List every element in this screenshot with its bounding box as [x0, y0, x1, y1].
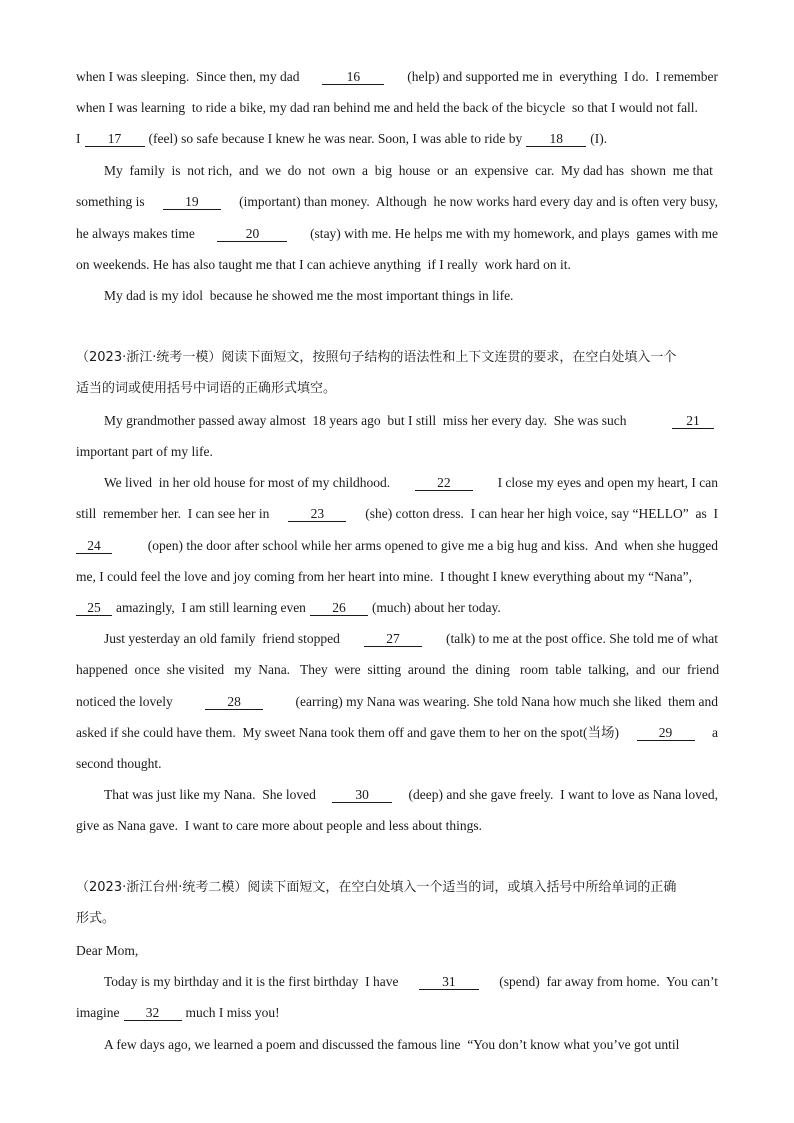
text-line: [104, 412, 718, 430]
text-segment: My family is not rich, and we do not own a big house or an expensive car. My dad has shown me that: [104, 163, 713, 178]
text-segment: A few days ago, we learned a poem and discussed the famous line “You don’t know what you’ve got until: [104, 1037, 680, 1052]
text-segment: 适当的词或使用括号中词语的正确形式填空。: [76, 381, 337, 396]
text-line: [104, 1036, 718, 1054]
text-line: [76, 817, 718, 835]
text-line: [76, 443, 718, 461]
answer-blank-16[interactable]: 16: [322, 69, 384, 85]
text-line: [76, 537, 718, 555]
answer-blank-24[interactable]: 24: [76, 538, 112, 554]
answer-blank-22[interactable]: 22: [415, 475, 473, 491]
text-line: [76, 130, 718, 148]
text-segment: (talk) to me at the post office. She told me of what: [446, 631, 718, 646]
section-instruction-line: [76, 879, 718, 897]
answer-blank-23[interactable]: 23: [288, 506, 346, 522]
text-line: [76, 568, 718, 586]
text-segment: (she) cotton dress. I can hear her high voice, say “HELLO” as I: [365, 506, 718, 521]
text-segment: (help) and supported me in everything I do. I remember: [407, 69, 718, 84]
text-segment: Today is my birthday and it is the first birthday I have: [104, 974, 399, 989]
text-segment: (feel) so safe because I knew he was near. Soon, I was able to ride by: [148, 131, 523, 146]
text-line: [76, 1004, 718, 1022]
text-line: [76, 99, 718, 117]
text-line: [76, 693, 718, 711]
text-line: [76, 661, 718, 679]
text-segment: a: [712, 725, 718, 740]
text-segment: much I miss you!: [185, 1005, 280, 1020]
text-segment: me, I could feel the love and joy coming from her heart into mine. I thought I knew everything about my “Nana”,: [76, 569, 692, 584]
section-instruction-line: [76, 910, 718, 928]
answer-blank-19[interactable]: 19: [163, 194, 221, 210]
answer-blank-17[interactable]: 17: [85, 131, 145, 147]
text-line: [104, 786, 718, 804]
text-segment: (open) the door after school while her arms opened to give me a big hug and kiss. And when she hugged: [147, 538, 718, 553]
text-line: [104, 474, 718, 492]
answer-blank-21[interactable]: 21: [672, 413, 714, 429]
text-segment: (deep) and she gave freely. I want to love as Nana loved,: [408, 787, 718, 802]
text-line: [76, 724, 718, 742]
text-segment: when I was learning to ride a bike, my dad ran behind me and held the back of the bicycle so that I would not fall.: [76, 100, 698, 115]
text-segment: when I was sleeping. Since then, my dad: [76, 69, 300, 84]
text-segment: happened once she visited my Nana. They were sitting around the dining room table talking, and our friend: [76, 662, 720, 677]
answer-blank-18[interactable]: 18: [526, 131, 586, 147]
text-line: [104, 973, 718, 991]
text-segment: noticed the lovely: [76, 694, 173, 709]
text-segment: he always makes time: [76, 226, 195, 241]
text-segment: (earring) my Nana was wearing. She told Nana how much she liked them and: [295, 694, 718, 709]
text-segment: My dad is my idol because he showed me the most important things in life.: [104, 288, 514, 303]
text-line: [76, 755, 718, 773]
text-segment: (stay) with me. He helps me with my homework, and plays games with me: [310, 226, 718, 241]
text-line: [76, 942, 718, 960]
text-segment: (spend) far away from home. You can’t: [499, 974, 718, 989]
text-segment: asked if she could have them. My sweet Nana took them off and gave them to her on the spot(当场): [76, 725, 619, 740]
answer-blank-26[interactable]: 26: [310, 600, 368, 616]
text-line: [76, 193, 718, 211]
answer-blank-25[interactable]: 25: [76, 600, 112, 616]
text-segment: （2023·浙江台州·统考二模）阅读下面短文，在空白处填入一个适当的词，或填入括号中所给单词的正确: [76, 880, 677, 895]
text-segment: Just yesterday an old family friend stopped: [104, 631, 340, 646]
text-segment: 形式。: [76, 911, 116, 926]
answer-blank-29[interactable]: 29: [637, 725, 695, 741]
answer-blank-30[interactable]: 30: [332, 787, 392, 803]
answer-blank-27[interactable]: 27: [364, 631, 422, 647]
text-line: [76, 599, 718, 617]
text-segment: Dear Mom,: [76, 943, 139, 958]
text-segment: (I).: [590, 131, 608, 146]
text-segment: imagine: [76, 1005, 120, 1020]
text-line: [104, 162, 718, 180]
text-segment: still remember her. I can see her in: [76, 506, 270, 521]
text-segment: （2023·浙江·统考一模）阅读下面短文，按照句子结构的语法性和上下文连贯的要求，在空白处填入一个: [76, 350, 677, 365]
answer-blank-31[interactable]: 31: [419, 974, 479, 990]
text-segment: (important) than money. Although he now works hard every day and is often very busy,: [239, 194, 718, 209]
section-instruction-line: [76, 380, 718, 398]
answer-blank-20[interactable]: 20: [217, 226, 287, 242]
text-segment: (much) about her today.: [371, 600, 501, 615]
section-instruction-line: [76, 349, 718, 367]
text-segment: My grandmother passed away almost 18 years ago but I still miss her every day. She was such: [104, 413, 627, 428]
text-line: [76, 256, 718, 274]
text-line: [76, 68, 718, 86]
text-segment: We lived in her old house for most of my childhood.: [104, 475, 391, 490]
text-segment: second thought.: [76, 756, 162, 771]
text-line: [104, 287, 718, 305]
answer-blank-28[interactable]: 28: [205, 694, 263, 710]
answer-blank-32[interactable]: 32: [124, 1005, 182, 1021]
text-line: [76, 505, 718, 523]
text-segment: something is: [76, 194, 145, 209]
text-segment: give as Nana gave. I want to care more about people and less about things.: [76, 818, 482, 833]
text-segment: on weekends. He has also taught me that I can achieve anything if I really work hard on it.: [76, 257, 571, 272]
text-segment: I: [76, 131, 81, 146]
text-line: [76, 225, 718, 243]
text-segment: I close my eyes and open my heart, I can: [497, 475, 718, 490]
text-segment: important part of my life.: [76, 444, 213, 459]
text-segment: That was just like my Nana. She loved: [104, 787, 316, 802]
text-segment: amazingly, I am still learning even: [116, 600, 306, 615]
text-line: [104, 630, 718, 648]
